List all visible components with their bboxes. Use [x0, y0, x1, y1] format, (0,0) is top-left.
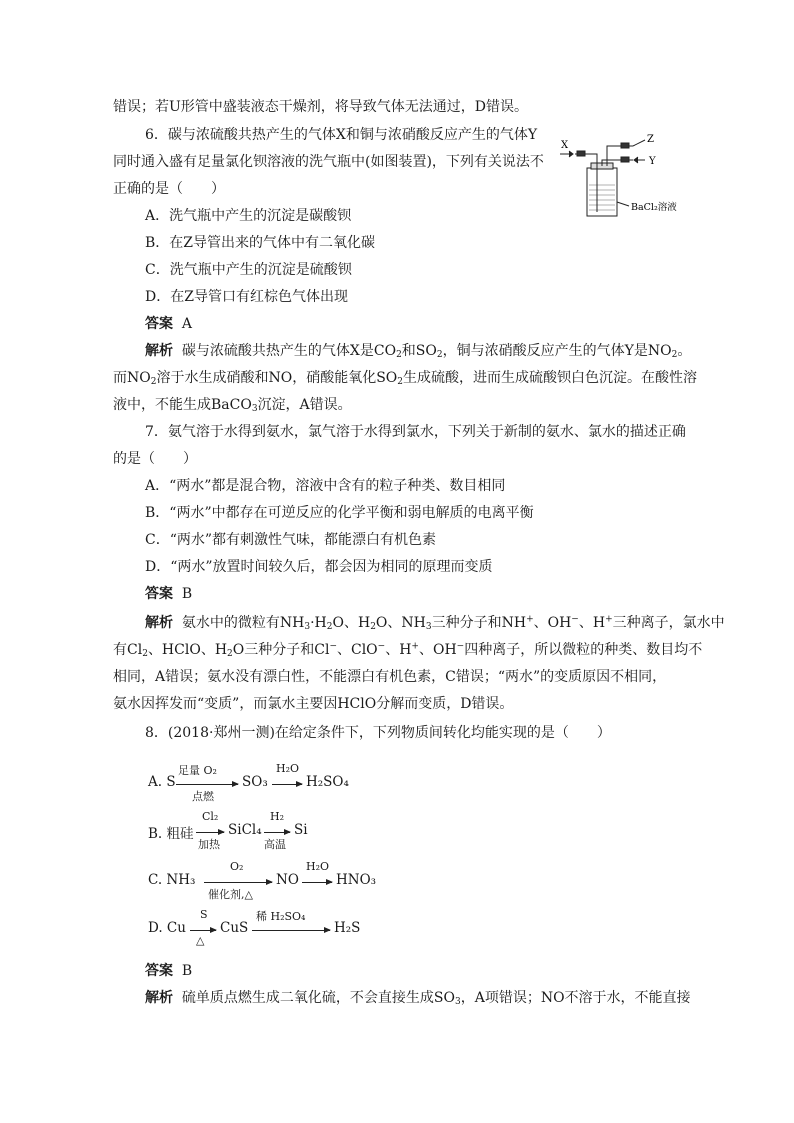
gas-washing-bottle-figure [555, 130, 685, 220]
q7-explanation-line1: 解析 氨水中的微粒有$NH_3\cdot H_2O$、$H_2O$、$NH_3$三种分子和NH+、OH−、H+三种离子，氯水中 [145, 614, 725, 632]
arrow-top-label: H₂O [306, 860, 330, 873]
product: HNO₃ [336, 872, 377, 888]
explanation-label: 解析 [145, 990, 173, 1006]
q6-option-a: A．洗气瓶中产生的沉淀是碳酸钡 [145, 208, 352, 224]
answer-label: 答案 [145, 586, 173, 602]
reaction-arrow [204, 882, 272, 883]
q6-stem-line3: 正确的是（ ） [113, 181, 225, 197]
reaction-arrow [196, 832, 224, 833]
q7-explanation-line3: 相同，A错误；氨水没有漂白性，不能漂白有机色素，C错误；“两水”的变质原因不相同， [113, 669, 667, 685]
reaction-arrow [176, 784, 238, 785]
arrow-top-label: O₂ [230, 860, 244, 873]
q6-answer [145, 314, 192, 334]
q8-explanation-line1: 解析 硫单质点燃生成二氧化硫，不会直接生成$SO_3$，A项错误；NO不溶于水，不能直接 [145, 990, 691, 1007]
reaction-arrow [252, 930, 330, 931]
reactant: A. S [148, 774, 176, 790]
arrow-top-label: H₂O [276, 762, 300, 775]
q7-option-d: D．“两水”放置时间较久后，都会因为相同的原理而变质 [145, 559, 493, 575]
answer-label: 答案 [145, 316, 173, 332]
answer-label: 答案 [145, 963, 173, 979]
arrow-bottom-label: 高温 [264, 838, 286, 851]
arrow-top-label: H₂ [270, 810, 285, 823]
q7-explanation-line2: 有$Cl_2$、HClO、$H_2O$三种分子和Cl−、ClO−、H+、OH−四种离子，所以微粒的种类、数目均不 [113, 641, 703, 659]
q8-answer [145, 961, 192, 981]
q6-option-c: C．洗气瓶中产生的沉淀是硫酸钡 [145, 262, 352, 278]
q7-option-b: B．“两水”中都存在可逆反应的化学平衡和弱电解质的电离平衡 [145, 505, 534, 521]
q6-explanation-line3: 液中，不能生成BaCO$_3$沉淀，A错误。 [113, 397, 352, 414]
explanation-label: 解析 [145, 615, 173, 631]
arrow-top-label: 足量 O₂ [178, 764, 217, 777]
reactant: D. Cu [148, 920, 186, 936]
explanation-text: ，A项错误；NO不溶于水，不能直接 [460, 990, 691, 1006]
arrow-top-label: S [200, 908, 208, 921]
product: H₂SO₄ [306, 774, 349, 790]
q8-stem: 8．(2018·郑州一测)在给定条件下，下列物质间转化均能实现的是（ ） [145, 725, 611, 741]
reactant: C. NH₃ [148, 872, 196, 888]
reaction-arrow [190, 930, 216, 931]
intermediate: SiCl₄ [228, 822, 262, 838]
q6-stem-line1: 6．碳与浓硫酸共热产生的气体X和铜与浓硝酸反应产生的气体Y [145, 127, 538, 143]
arrow-top-label: 稀 H₂SO₄ [256, 910, 306, 923]
reactant: B. 粗硅 [148, 826, 194, 842]
intermediate: SO₃ [242, 774, 268, 790]
arrow-top-label: Cl₂ [202, 810, 219, 823]
explanation-text: 硫单质点燃生成二氧化硫，不会直接生成SO [181, 990, 455, 1006]
reaction-arrow [264, 832, 290, 833]
answer-value: B [181, 586, 193, 602]
arrow-bottom-label: 加热 [198, 838, 220, 851]
reaction-arrow [272, 784, 302, 785]
label-bacl2: BaCl₂溶液 [631, 202, 677, 213]
answer-value: A [181, 316, 193, 332]
product: H₂S [334, 920, 361, 936]
washing-bottle [587, 168, 617, 216]
arrow-bottom-label: 催化剂,△ [208, 888, 253, 901]
label-x: X [561, 140, 569, 151]
label-y: Y [649, 156, 656, 167]
continuation-text: 错误；若U形管中盛装液态干燥剂，将导致气体无法通过，D错误。 [113, 99, 529, 115]
arrow-bottom-label: △ [196, 934, 205, 947]
label-z: Z [647, 134, 654, 145]
intermediate: CuS [220, 920, 249, 936]
q6-option-b: B．在Z导管出来的气体中有二氧化碳 [145, 235, 376, 251]
explanation-label: 解析 [145, 343, 173, 359]
q7-option-c: C．“两水”都有刺激性气味，都能漂白有机色素 [145, 532, 437, 548]
q7-stem-line2: 的是（ ） [113, 451, 197, 467]
answer-value: B [181, 963, 193, 979]
q6-explanation-line1: 解析 碳与浓硫酸共热产生的气体X是$CO_2$和$SO_2$，铜与浓硝酸反应产生的气体Y是$NO_2$。 [145, 343, 692, 360]
reaction-arrow [302, 882, 332, 883]
product: Si [294, 822, 308, 838]
q7-stem-line1: 7．氨气溶于水得到氨水，氯气溶于水得到氯水，下列关于新制的氨水、氯水的描述正确 [145, 424, 686, 440]
q7-explanation-line4: 氨水因挥发而“变质”，而氯水主要因HClO分解而变质，D错误。 [113, 696, 514, 712]
arrow-bottom-label: 点燃 [192, 790, 214, 803]
q6-explanation-line2: 而$NO_2$溶于水生成硝酸和NO，硝酸能氧化$SO_2$生成硫酸，进而生成硫酸钡白色沉淀。在酸性溶 [113, 370, 697, 387]
intermediate: NO [276, 872, 299, 888]
q6-option-d: D．在Z导管口有红棕色气体出现 [145, 289, 348, 305]
q7-answer [145, 584, 192, 604]
q6-stem-line2: 同时通入盛有足量氯化钡溶液的洗气瓶中(如图装置)，下列有关说法不 [113, 154, 544, 170]
q7-option-a: A．“两水”都是混合物，溶液中含有的粒子种类、数目相同 [145, 478, 506, 494]
